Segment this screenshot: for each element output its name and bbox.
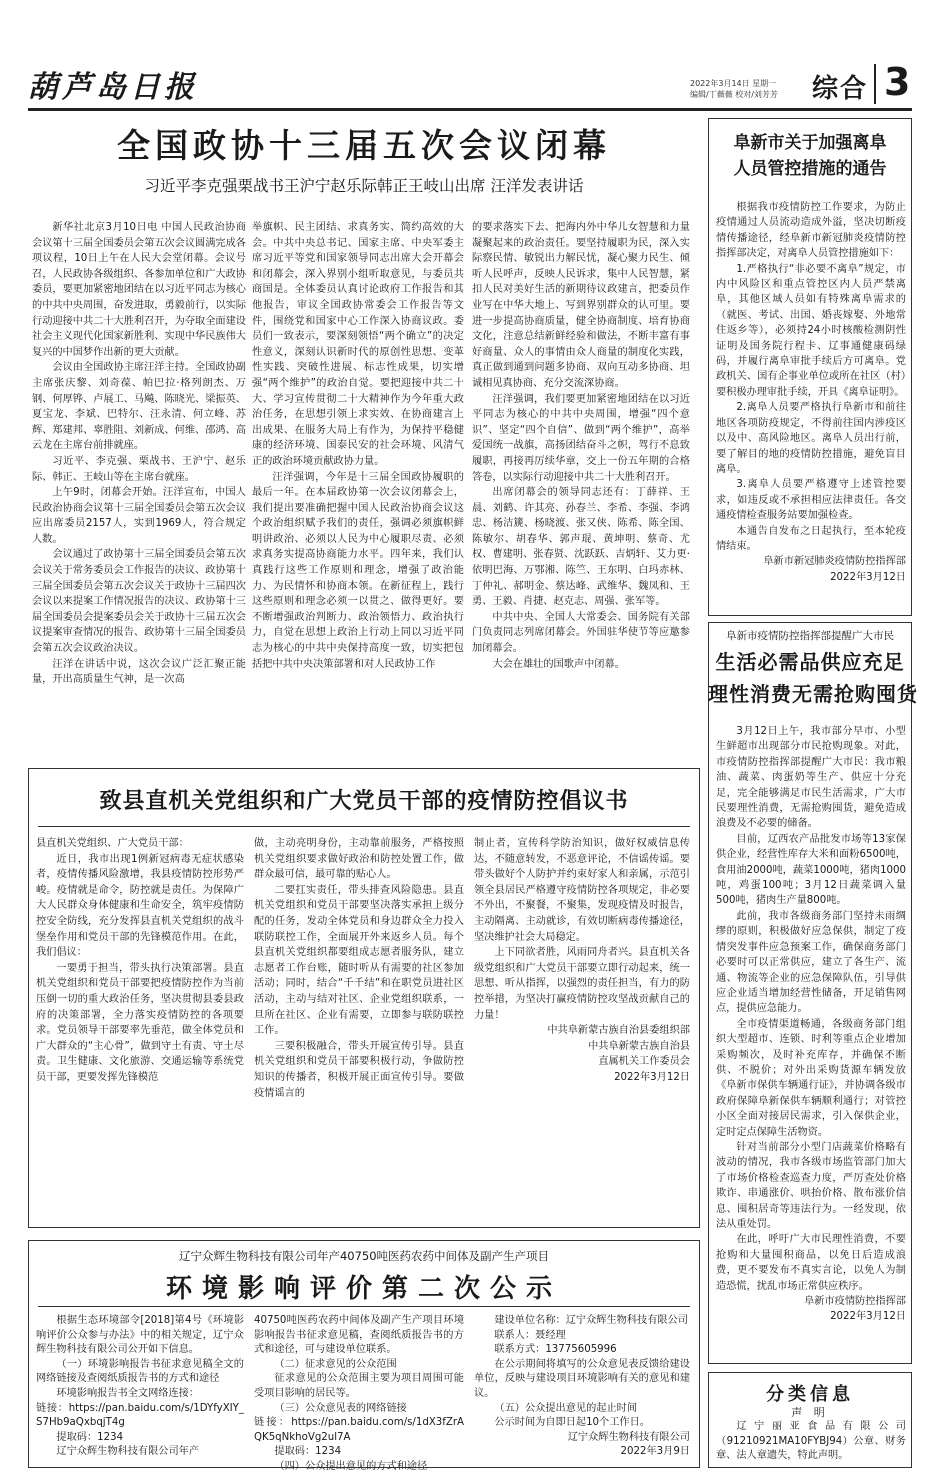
signoff-org: 阜新市新冠肺炎疫情防控指挥部	[763, 556, 906, 568]
env-notice-headline: 环境影响评价第二次公示	[165, 1274, 562, 1304]
paragraph: 目前，辽西农产品批发市场等13家保供企业，经营性库存大米和面粉6500吨，食用油2000吨，蔬菜1000吨，猪肉1000吨，鸡蛋100吨；3月12日蔬菜调入量500吨，猪肉生产量800吨。	[716, 833, 906, 907]
paragraph: 提取码：1234	[274, 1446, 342, 1458]
signoff-date: 2022年3月12日	[614, 1071, 690, 1083]
paragraph: （三）公众意见表的网络链接	[274, 1402, 407, 1414]
paragraph: 汪洋强调，今年是十三届全国政协履职的最后一年。在本届政协第一次会议闭幕会上，我们提出要准确把握中国人民政治协商会议这个政治组织赋予我们的责任，强调必须旗帜鲜明讲政治、必须以人民为中心履职尽责、必须求真务实提高协商能力水平。四年来，我们认真践行这些工作原则和理念，增强了政治能力、为民情怀和协商本领。在新征程上，践行这些原则和理念必须一以贯之、做得更好。要不断增强政治判断力、政治领悟力、政治执行力，自觉在思想上政治上行动上同以习近平同志为核心的中共中央保持高度一致，切实把包括把中共中央决策部署和对人民政协工作	[252, 471, 464, 670]
env-notice-col-3	[474, 1314, 690, 1464]
paragraph: （五）公众提出意见的起止时间	[494, 1402, 638, 1414]
signoff-date: 2022年3月9日	[620, 1446, 690, 1458]
signoff-date: 2022年3月12日	[830, 571, 906, 583]
masthead-logo: 葫芦岛日报	[28, 70, 198, 105]
paragraph: 出席闭幕会的领导同志还有：丁薛祥、王晨、刘鹤、许其亮、孙春兰、李希、李强、李鸿忠、杨洁篪、杨晓渡、张又侠、陈希、陈全国、陈敏尔、胡春华、郭声琨、黄坤明、蔡奇、尤权、曹建明、张春贤、沈跃跃、吉炳轩、艾力更·依明巴海、万鄂湘、陈竺、王东明、白玛赤林、丁仲礼、郝明金、蔡达峰、武维华、魏凤和、王勇、王毅、肖捷、赵克志、周强、张军等。	[472, 487, 690, 608]
signoff-org: 辽宁众辉生物科技有限公司	[567, 1431, 690, 1443]
paragraph: 上下同欲者胜，风雨同舟者兴。县直机关各级党组织和广大党员干部要立即行动起来，统一思想、听从指挥，以强烈的责任担当，有力的防控举措，为坚决打赢疫情防控攻坚战贡献自己的力量！	[474, 947, 690, 1021]
paragraph: 3月12日上午，我市部分早市、小型生鲜超市出现部分市民抢购现象。对此，市疫情防控指挥部提醒广大市民：我市粮油、蔬菜、肉蛋奶等生产、供应十分充足，完全能够满足市民生活需求，广大市民要理性消费，无需抢购囤货，避免造成浪费及不必要的储备。	[716, 726, 906, 830]
paragraph: 本通告自发布之日起执行，至本轮疫情结束。	[716, 525, 906, 552]
proposal-col-2	[254, 836, 464, 1224]
proposal-col-1	[36, 836, 244, 1224]
main-col-2	[252, 220, 464, 750]
paragraph: 汪洋在讲话中说，这次会议广泛汇聚正能量，开出高质量生气神，是一次高	[32, 658, 246, 686]
paragraph: 联系人：聂经理	[494, 1329, 566, 1341]
proposal-headline: 致县直机关党组织和广大党员干部的疫情防控倡议书	[99, 788, 629, 814]
paragraph: 2.离阜人员要严格执行阜新市和前往地区各项防疫规定，不得前往国内涉疫区以及中、高风险地区。离阜人员出行前，要了解目的地的疫情防控措施，避免盲目离阜。	[716, 402, 906, 475]
link-text: 链接：https://pan.baidu.com/s/1DYfyXIY_S7Hb9aQxbqjT4g	[36, 1402, 244, 1429]
paragraph: 公示时间为自即日起10个工作日。	[494, 1417, 650, 1429]
paragraph: 提取码：1234	[56, 1431, 124, 1443]
signoff-org: 中共阜新蒙古族自治县	[588, 1040, 690, 1052]
paragraph: 会议由全国政协主席汪洋主持。全国政协副主席张庆黎、刘奇葆、帕巴拉·格列朗杰、万钢、何厚铧、卢展工、马飚、陈晓光、梁振英、夏宝龙、李斌、巴特尔、汪永清、何立峰、苏辉、郑建邦、辜胜阻、刘新成、何维、邵鸿、高云龙在主席台前排就座。	[32, 362, 246, 452]
classified-notice-title: 声 明	[791, 1406, 829, 1419]
title-line: 理性消费无需抢购囤货	[708, 682, 918, 706]
supplies-kicker: 阜新市疫情防控指挥部提醒广大市民	[726, 630, 894, 642]
paragraph: 此前，我市各级商务部门坚持未雨绸缪的原则，积极做好应急保供，制定了疫情突发事件应急预案工作，确保商务部门必要时可以正常供应，建立了各生产、流通、物流等企业的应急保障队伍，引导供应企业适当增加经营性储备，开足销售网点，提供应急能力。	[716, 910, 906, 1015]
issue-date: 2022年3月14日 星期一	[690, 79, 777, 88]
paragraph: 全市疫情渠道畅通，各级商务部门组织大型超市、连锁、时利等重点企业增加采购频次，及时补充库存，并确保不断供、不脱价；对外出采购货源车辆发放《阜新市保供车辆通行证》，并协调各级市政府保障阜新保供车辆顺利通行；对管控小区全面对接居民需求，引入保供企业，定时定点保障生活物资。	[716, 1018, 906, 1138]
paragraph: 针对当前部分小型门店蔬菜价格略有波动的情况，我市各级市场监管部门加大了市场价格检查巡查力度，严厉查处价格欺诈、串通涨价、哄抬价格、散布涨价信息、囤积居奇等违法行为。一经发现，依法从重处罚。	[716, 1141, 906, 1230]
paragraph: 40750吨医药农药中间体及副产生产项目环境影响报告书征求意见稿，查阅纸质报告书的方式和途径，可与建设单位联系。	[254, 1315, 464, 1356]
supplies-body	[716, 724, 906, 1360]
env-notice-kicker: 辽宁众辉生物科技有限公司年产40750吨医药农药中间体及副产生产项目	[178, 1249, 550, 1263]
classified-body	[716, 1420, 906, 1466]
paragraph: 环境影响报告书全文网络连接：	[56, 1387, 200, 1399]
classified-header: 分类信息	[766, 1384, 854, 1405]
paragraph: 汪洋强调，我们要更加紧密地团结在以习近平同志为核心的中共中央周围，增强“四个意识”、坚定“四个自信”、做到“两个维护”，高举爱国统一战旗，高扬团结奋斗之帜，驾行不息致履职，再接再厉续华章，交上一份五年期的合格答卷，以实际行动迎接中共二十大胜利召开。	[472, 393, 690, 483]
proposal-rule	[38, 826, 690, 827]
signoff-org: 阜新市疫情防控指挥部	[804, 1296, 906, 1308]
env-notice-col-2	[254, 1314, 464, 1472]
paragraph: （四）公众提出意见的方式和途径	[274, 1460, 428, 1472]
title-line: 阜新市关于加强离阜	[733, 133, 887, 153]
epidemic-notice-body	[716, 200, 906, 610]
paragraph: 制止者，宣传科学防治知识，做好权威信息传达，不随意转发，不恶意评论，不信谣传谣。要带头做好个人防护并约束好家人和亲属，示范引领全县居民严格遵守疫情防控各项规定，非必要不外出，不聚餐，不聚集，发现疫情及时报告，主动隔离、主动就诊，有效切断病毒传播途径，坚决维护社会大局稳定。	[474, 838, 690, 943]
paragraph: 会议通过了政协第十三届全国委员会第五次会议关于常务委员会工作报告的决议、政协第十三届全国委员会第五次会议关于政协十三届四次会议以来提案工作情况报告的决议、政协第十三届全国委员会提案委员会关于政协十三届五次会议提案审查情况的报告、政协第十三届全国委员会第五次会议政治决议。	[32, 549, 246, 655]
paragraph: 3.离阜人员要严格遵守上述管控要求，如违反或不承担相应法律责任。各交通疫情检查服务站要加强检查。	[716, 479, 906, 522]
paragraph: 的要求落实下去、把海内外中华儿女智慧和力量凝聚起来的政治责任。要坚持履职为民，深入实际察民情、敏锐出力解民忧，凝心聚力民生、倾听人民呼声，反映人民诉求，集中人民智慧，紧扣人民对美好生活的新期待议政建言，把委员作业写在中华大地上、写到界别群众的认可里。要进一步提高协商质量，健全协商制度、培育协商文化，注意总结新鲜经验和做法，不断丰富有事好商量、众人的事情由众人商量的制度化实践，真正做到通到问题多协商、双向互动多协商、坦诚相见真协商、充分交流深协商。	[472, 222, 690, 389]
paragraph: 建设单位名称：辽宁众辉生物科技有限公司	[494, 1315, 688, 1326]
paragraph: 根据生态环境部令[2018]第4号《环境影响评价公众参与办法》中的相关规定，辽宁众辉生物科技有限公司公开如下信息。	[36, 1315, 244, 1356]
proposal-col-3	[474, 836, 690, 1224]
paragraph: 联系方式：13775605996	[494, 1344, 617, 1356]
paragraph: 辽宁众辉生物科技有限公司年产	[56, 1446, 200, 1458]
env-notice-rule	[38, 1306, 690, 1307]
paragraph: 在公示期间将填写的公众意见表反馈给建设单位，反映与建设项目环境影响有关的意见和建议。	[474, 1358, 690, 1399]
paragraph: （二）征求意见的公众范围	[274, 1358, 397, 1370]
paragraph: 根据我市疫情防控工作要求，为防止疫情通过人员流动造成外溢，坚决切断疫情传播途径，经阜新市新冠肺炎疫情防控指挥部决定，对离阜人员管控措施如下：	[716, 202, 906, 260]
supplies-headline	[708, 646, 918, 710]
paragraph: 在此，呼吁广大市民理性消费，不要抢购和大量囤积商品，以免日后造成浪费，更不要发布不真实言论，以免人为制造恐慌，扰乱市场正常供应秩序。	[716, 1234, 906, 1292]
section-name: 综合	[812, 74, 869, 104]
title-line: 人员管控措施的通告	[733, 159, 887, 179]
paragraph: 大会在雄壮的国歌声中闭幕。	[492, 658, 625, 670]
paragraph: 新华社北京3月10日电 中国人民政治协商会议第十三届全国委员会第五次会议圆满完成各项议程，10日上午在人民大会堂闭幕。会议号召，人民政协各级组织、各参加单位和广大政协委员，要更加紧密地团结在以习近平同志为核心的中共中央周围，奋发进取，勇毅前行，以实际行动迎接中共二十大胜利召开，为夺取全面建设社会主义现代化国家新胜利、实现中华民族伟大复兴的中国梦作出新的更大贡献。	[32, 222, 246, 358]
signoff-org: 中共阜新蒙古族自治县委组织部	[547, 1025, 690, 1037]
main-col-1	[32, 220, 246, 750]
paragraph: 上午9时，闭幕会开始。汪洋宣布，中国人民政治协商会议第十三届全国委员会第五次会议应出席委员2157人，实到1969人，符合规定人数。	[32, 487, 246, 545]
env-notice-col-1	[36, 1314, 244, 1464]
paragraph: 近日，我市出现1例新冠病毒无症状感染者，疫情传播风险激增，我县疫情防控形势严峻。疫情就是命令，防控就是责任。为保障广大人民群众身体健康和生命安全，筑牢疫情防控安全防线，充分发挥县直机关党组织的战斗堡垒作用和党员干部的先锋模范作用。在此，我们倡议：	[36, 853, 244, 959]
paragraph: 做，主动亮明身份，主动靠前服务，严格按照机关党组织要求做好政治和防控处置工作，做群众最可信，最可靠的贴心人。	[254, 838, 464, 881]
epidemic-notice-title	[708, 130, 912, 182]
signoff-org: 直属机关工作委员会	[598, 1056, 690, 1068]
main-col-3	[472, 220, 690, 750]
paragraph: 1.严格执行“非必要不离阜”规定，市内中风险区和重点管控区内人员严禁离阜，其他区域人员如有特殊离阜需求的（就医、考试、出国、婚丧嫁娶、外地常住返乡等），必须持24小时核酸检测阴性证明及国务院行程卡、辽事通健康码绿码，并履行离阜审批手续后方可离阜。党政机关、国有企事业单位或所在社区（村）要积极办理审批手续，开具《离阜证明》。	[716, 263, 906, 398]
masthead-rule	[28, 108, 912, 111]
paragraph: （一）环境影响报告书征求意见稿全文的网络链接及查阅纸质报告书的方式和途径	[36, 1358, 244, 1385]
main-headline: 全国政协十三届五次会议闭幕	[117, 126, 611, 165]
paragraph: 一要勇于担当，带头执行决策部署。县直机关党组织和党员干部要把疫情防控作为当前压倒一切的重大政治任务，坚决贯彻县委县政府的决策部署，全力落实疫情防控的各项要求。党员领导干部要率先垂范，做全体党员和广大群众的“主心骨”，做到守土有责、守土尽责。卫生健康、文化旅游、交通运输等系统党员干部，更要发挥先锋模范	[36, 962, 244, 1083]
masthead-divider	[874, 64, 876, 104]
paragraph: 中共中央、全国人大常委会、国务院有关部门负责同志列席闭幕会。外国驻华使节等应邀参加闭幕会。	[472, 611, 690, 655]
signoff-date: 2022年3月12日	[830, 1311, 906, 1323]
paragraph: 三要积极融合，带头开展宣传引导。县直机关党组织和党员干部要积极行动，争做防控知识的传播者，积极开展正面宣传引导。要做疫情谣言的	[254, 1040, 464, 1099]
editor-line: 编辑/丁薇薇 校对/刘芳芳	[690, 90, 778, 99]
paragraph: 征求意见的公众范围主要为项目周围可能受项目影响的居民等。	[254, 1373, 464, 1399]
main-subheadline: 习近平李克强栗战书王沪宁赵乐际韩正王岐山出席 汪洋发表讲话	[144, 177, 584, 195]
paragraph: 二要扛实责任，带头排查风险隐患。县直机关党组织和党员干部要坚决落实承担上级分配的任务，发动全体党员和身边群众全力投入联防联控工作，全面展开外来返乡人员。每个县直机关党组织都要组成志愿者服务队，建立志愿者工作台账，随时听从有需要的社区参加活动；同时，结合“千千结”和在职党员进社区活动，主动与结对社区、企业党组织联系，一旦所在社区、企业有需要，立即参与联防联控工作。	[254, 884, 464, 1037]
page-number: 3	[884, 60, 911, 104]
title-line: 生活必需品供应充足	[715, 650, 905, 674]
paragraph: 县直机关党组织、广大党员干部：	[36, 838, 189, 849]
link-text: 链接：https://pan.baidu.com/s/1dX3fZrAQK5qNkhoVg2ul7A	[254, 1417, 464, 1443]
paragraph: 习近平、李克强、栗战书、王沪宁、赵乐际、韩正、王岐山等在主席台就座。	[32, 455, 246, 483]
paragraph: 辽宁丽亚食品有限公司（91210921MA10FYBJ94）公章、财务章、法人章遗失，特此声明。	[716, 1421, 906, 1461]
paragraph: 举旗帜、民主团结、求真务实、简约高效的大会。中共中央总书记、国家主席、中央军委主席习近平等党和国家领导同志出席大会开幕会和闭幕会，深入界别小组听取意见，与委员共商国是。全体委员认真讨论政府工作报告和其他报告，审议全国政协常委会工作报告等文件，围绕党和国家中心工作深入协商议政。委员们一致表示，要深刻领悟“两个确立”的决定性意义，深刻认识新时代的原创性思想、变革性实践、突破性进展、标志性成果，切实增强“两个维护”的政治自觉。要把迎接中共二十大、学习宣传贯彻二十大精神作为今年重大政治任务，在思想引领上求实效、在协商建言上出成果、在服务大局上有作为，为保持平稳健康的经济环境、国泰民安的社会环境、风清气正的政治环境贡献政协力量。	[252, 222, 464, 467]
masthead-meta	[690, 78, 778, 100]
